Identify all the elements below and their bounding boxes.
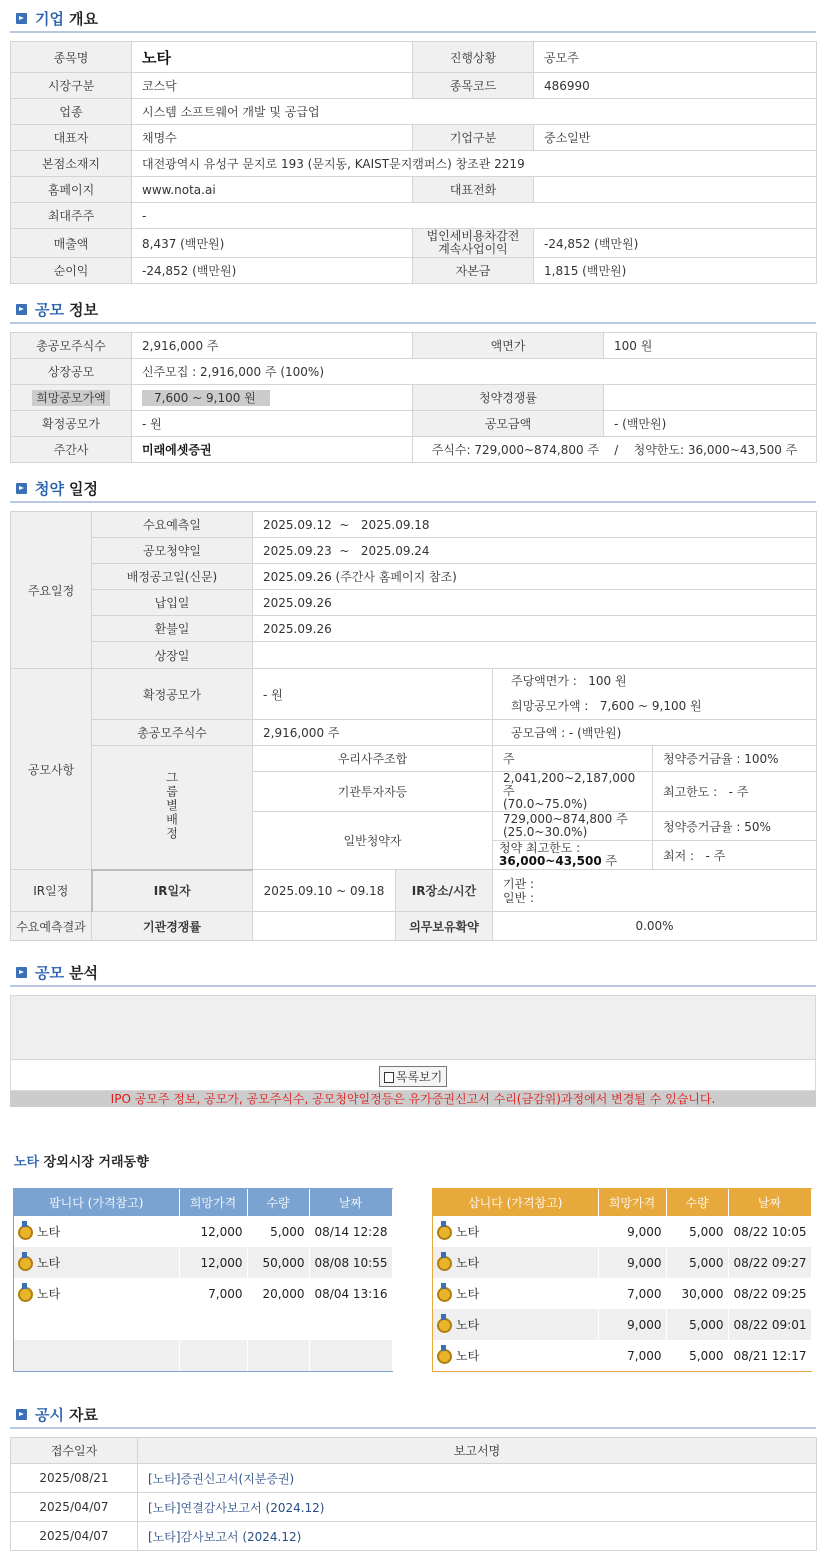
disclosure-link[interactable]: [노타]연결감사보고서 (2024.12)	[148, 1500, 325, 1515]
ir-place-value: 기관 : 일반 :	[493, 870, 817, 912]
table-row[interactable]: 노타 7,000 30,000 08/22 09:25	[433, 1278, 811, 1309]
subscription-section-title: 청약 일정	[16, 478, 98, 498]
status-value: 공모주	[534, 42, 817, 73]
desired-line: 희망공모가액 : 7,600 ~ 9,100 원	[511, 699, 702, 713]
table-row[interactable]: 노타 7,000 20,000 08/04 13:16	[14, 1278, 392, 1309]
overview-section-title: 기업 개요	[16, 8, 98, 28]
section-divider	[10, 501, 816, 503]
medal-icon	[437, 1318, 452, 1333]
schedule-row-label: 납입일	[92, 590, 253, 616]
name-label: 종목명	[11, 42, 132, 73]
buy-header: 날짜	[728, 1189, 811, 1216]
employee-margin: 청약증거금율 : 100%	[653, 746, 817, 772]
offer-amount-label: 공모금액	[413, 411, 604, 437]
net-income-value: -24,852 (백만원)	[132, 258, 413, 284]
sales-value: 8,437 (백만원)	[132, 229, 413, 258]
total-shares-value: 2,916,000 주	[253, 720, 493, 746]
section-divider	[10, 31, 816, 33]
listing-label: 상장공모	[11, 359, 132, 385]
table-row[interactable]: 노타 9,000 5,000 08/22 10:05	[433, 1216, 811, 1247]
buy-orders-box	[432, 1188, 812, 1372]
par-desired-cell	[493, 669, 817, 720]
pretax-value: -24,852 (백만원)	[534, 229, 817, 258]
total-shares-label: 총공모주식수	[92, 720, 253, 746]
major-holder-label: 최대주주	[11, 203, 132, 229]
disclosure-link[interactable]: [노타]증권신고서(지분증권)	[148, 1471, 295, 1486]
market-label: 시장구분	[11, 73, 132, 99]
lockup-value: 0.00%	[493, 912, 817, 941]
table-row: 2025/08/21 [노타]증권신고서(지분증권)	[11, 1464, 817, 1493]
section-bullet-icon	[16, 304, 27, 315]
schedule-row-value: 2025.09.26 (주간사 홈페이지 참조)	[253, 564, 817, 590]
market-value: 코스닥	[132, 73, 413, 99]
code-value: 486990	[534, 73, 817, 99]
schedule-row-label: 배정공고일(신문)	[92, 564, 253, 590]
inst-competition-value	[253, 912, 396, 941]
competition-value	[604, 385, 817, 411]
retail-label: 일반청약자	[253, 812, 493, 870]
lockup-label: 의무보유확약	[396, 912, 493, 941]
net-income-label: 순이익	[11, 258, 132, 284]
list-view-button[interactable]: 목록보기	[379, 1066, 447, 1087]
final-price-value: - 원	[253, 669, 493, 720]
disclosure-link[interactable]: [노타]감사보고서 (2024.12)	[148, 1529, 302, 1544]
group-allocation-label: 그룹별배정	[92, 746, 253, 870]
schedule-row-value: 2025.09.12 ~ 2025.09.18	[253, 512, 817, 538]
retail-shares: 729,000~874,800 주 (25.0~30.0%)	[493, 812, 653, 841]
company-type-label: 기업구분	[413, 125, 534, 151]
sell-header: 날짜	[309, 1189, 392, 1216]
desired-price-value: 7,600 ~ 9,100 원	[132, 385, 413, 411]
retail-min: 최저 : - 주	[653, 841, 817, 870]
disclosure-header-title: 보고서명	[138, 1438, 817, 1464]
medal-icon	[437, 1256, 452, 1271]
listing-value: 신주모집 : 2,916,000 주 (100%)	[132, 359, 817, 385]
status-label: 진행상황	[413, 42, 534, 73]
final-price-label: 확정공모가	[92, 669, 253, 720]
schedule-row-label: 상장일	[92, 642, 253, 669]
medal-icon	[437, 1287, 452, 1302]
section-bullet-icon	[16, 1409, 27, 1420]
medal-icon	[18, 1287, 33, 1302]
underwriter-value: 미래에셋증권	[132, 437, 413, 463]
amount-line: 공모금액 : - (백만원)	[493, 720, 817, 746]
sell-header: 수량	[247, 1189, 309, 1216]
schedule-row-label: 수요예측일	[92, 512, 253, 538]
medal-icon	[437, 1349, 452, 1364]
ceo-value: 채명수	[132, 125, 413, 151]
buy-header: 수량	[666, 1189, 728, 1216]
analysis-section-title: 공모 분석	[16, 962, 98, 982]
company-overview-table	[10, 41, 817, 284]
table-row: 2025/04/07 [노타]연결감사보고서 (2024.12)	[11, 1493, 817, 1522]
ceo-label: 대표자	[11, 125, 132, 151]
analysis-button-row	[10, 1060, 816, 1091]
main-schedule-label: 주요일정	[11, 512, 92, 669]
final-price-value: - 원	[132, 411, 413, 437]
section-divider	[10, 322, 816, 324]
sell-orders-box	[13, 1188, 393, 1372]
retail-margin: 청약증거금율 : 50%	[653, 812, 817, 841]
retail-limit: 청약 최고한도 : 36,000~43,500 주	[493, 841, 653, 870]
phone-label: 대표전화	[413, 177, 534, 203]
list-icon	[384, 1072, 394, 1083]
analysis-content-area	[10, 995, 816, 1060]
section-bullet-icon	[16, 967, 27, 978]
pretax-label: 법인세비용차감전 계속사업이익	[413, 229, 534, 258]
major-holder-value: -	[132, 203, 817, 229]
sell-header: 팝니다 (가격참고)	[14, 1189, 179, 1216]
schedule-row-value: 2025.09.26	[253, 616, 817, 642]
medal-icon	[18, 1256, 33, 1271]
schedule-row-value: 2025.09.26	[253, 590, 817, 616]
disclosure-table	[10, 1437, 817, 1551]
disclosure-section-title: 공시 자료	[16, 1404, 98, 1424]
buy-orders-table	[433, 1189, 812, 1371]
code-label: 종목코드	[413, 73, 534, 99]
institution-label: 기관투자자등	[253, 772, 493, 812]
table-row[interactable]: 노타 12,000 50,000 08/08 10:55	[14, 1247, 392, 1278]
phone-value	[534, 177, 817, 203]
homepage-label: 홈페이지	[11, 177, 132, 203]
inst-competition-label: 기관경쟁률	[92, 912, 253, 941]
table-row[interactable]: 노타 9,000 5,000 08/22 09:01	[433, 1309, 811, 1340]
industry-label: 업종	[11, 99, 132, 125]
homepage-link[interactable]: www.nota.ai	[132, 177, 413, 203]
sell-orders-table	[14, 1189, 393, 1371]
schedule-row-label: 환불일	[92, 616, 253, 642]
table-row[interactable]: 노타 7,000 5,000 08/21 12:17	[433, 1340, 811, 1371]
buy-header: 삽니다 (가격참고)	[433, 1189, 598, 1216]
underwriter-label: 주간사	[11, 437, 132, 463]
section-divider	[10, 985, 816, 987]
empty-row	[14, 1309, 392, 1340]
sell-header: 희망가격	[179, 1189, 247, 1216]
ir-place-label: IR장소/시간	[396, 870, 493, 912]
underwriter-detail: 주식수: 729,000~874,800 주 / 청약한도: 36,000~43,500 주	[413, 437, 817, 463]
otc-title: 노타 장외시장 거래동향	[14, 1155, 149, 1170]
ir-date-label: IR일자	[92, 870, 253, 912]
offering-section-title: 공모 정보	[16, 299, 98, 319]
forecast-result-label: 수요예측결과	[11, 912, 92, 941]
par-value: 100 원	[604, 333, 817, 359]
final-price-label: 확정공모가	[11, 411, 132, 437]
par-line: 주당액면가 : 100 원	[511, 674, 627, 688]
desired-price-label: 희망공모가액	[11, 385, 132, 411]
schedule-row-value: 2025.09.23 ~ 2025.09.24	[253, 538, 817, 564]
section-bullet-icon	[16, 483, 27, 494]
competition-label: 청약경쟁률	[413, 385, 604, 411]
medal-icon	[437, 1225, 452, 1240]
section-bullet-icon	[16, 13, 27, 24]
institution-max: 최고한도 : - 주	[653, 772, 817, 812]
total-shares-value: 2,916,000 주	[132, 333, 413, 359]
schedule-row-value	[253, 642, 817, 669]
disclosure-header-date: 접수일자	[11, 1438, 138, 1464]
table-row[interactable]: 노타 12,000 5,000 08/14 12:28	[14, 1216, 392, 1247]
address-value: 대전광역시 유성구 문지로 193 (문지동, KAIST문지캠퍼스) 창조관 2219	[132, 151, 817, 177]
industry-value: 시스템 소프트웨어 개발 및 공급업	[132, 99, 817, 125]
medal-icon	[18, 1225, 33, 1240]
table-row: 2025/04/07 [노타]감사보고서 (2024.12)	[11, 1522, 817, 1551]
notice-bar: IPO 공모주 정보, 공모가, 공모주식수, 공모청약일정등은 유가증권신고서 수리(금감위)과정에서 변경될 수 있습니다.	[10, 1091, 816, 1107]
buy-header: 희망가격	[598, 1189, 666, 1216]
offer-amount-value: - (백만원)	[604, 411, 817, 437]
total-shares-label: 총공모주식수	[11, 333, 132, 359]
company-type-value: 중소일반	[534, 125, 817, 151]
ir-date-value: 2025.09.10 ~ 09.18	[253, 870, 396, 912]
schedule-row-label: 공모청약일	[92, 538, 253, 564]
capital-label: 자본금	[413, 258, 534, 284]
stock-name: 노타	[132, 42, 413, 73]
empty-row	[14, 1340, 392, 1371]
employee-label: 우리사주조합	[253, 746, 493, 772]
ir-schedule-label: IR일정	[11, 870, 92, 912]
offer-terms-label: 공모사항	[11, 669, 92, 870]
section-divider	[10, 1427, 816, 1429]
address-label: 본점소재지	[11, 151, 132, 177]
schedule-table	[10, 511, 817, 941]
offering-info-table	[10, 332, 817, 463]
capital-value: 1,815 (백만원)	[534, 258, 817, 284]
institution-shares: 2,041,200~2,187,000 주 (70.0~75.0%)	[493, 772, 653, 812]
par-label: 액면가	[413, 333, 604, 359]
employee-shares: 주	[493, 746, 653, 772]
table-row[interactable]: 노타 9,000 5,000 08/22 09:27	[433, 1247, 811, 1278]
sales-label: 매출액	[11, 229, 132, 258]
